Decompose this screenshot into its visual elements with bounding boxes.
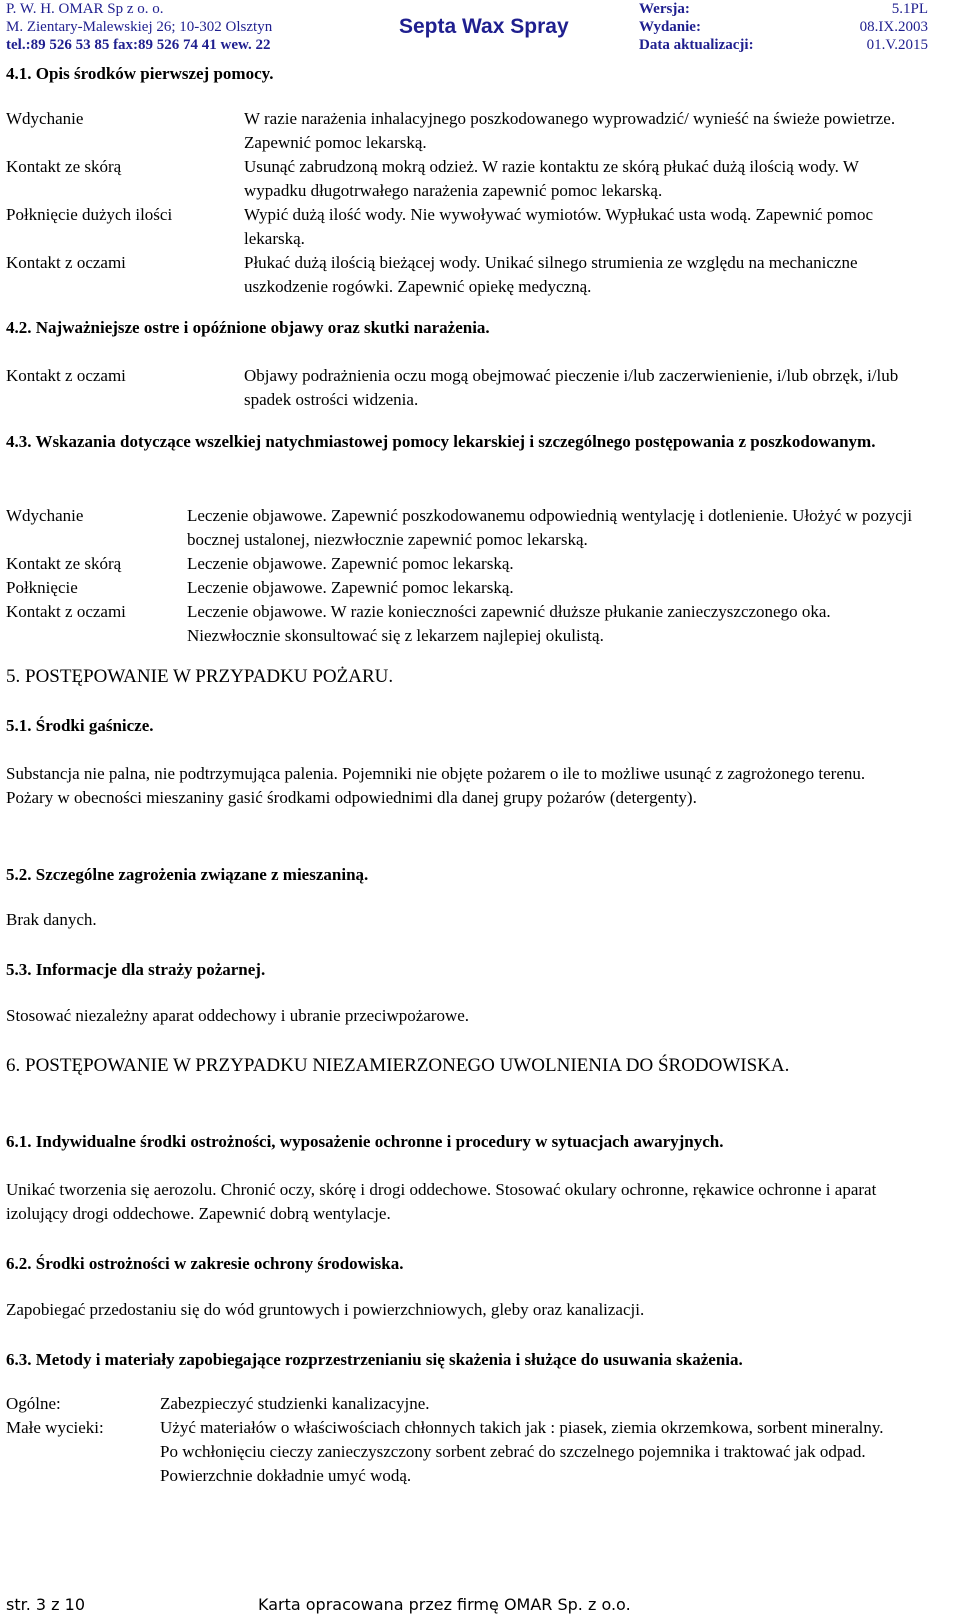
edition-label: Wydanie: (639, 19, 701, 35)
footer-note: Karta opracowana przez firmę OMAR Sp. z o.o. (258, 1595, 631, 1614)
section-5-3-text: Stosować niezależny aparat oddechowy i ubranie przeciwpożarowe. (6, 1006, 470, 1025)
row-label: Połknięcie (6, 578, 78, 597)
section-6-1-title: 6.1. Indywidualne środki ostrożności, wyposażenie ochronne i procedury w sytuacjach awaryjnych. (6, 1132, 724, 1151)
row-text: Leczenie objawowe. W razie konieczności zapewnić dłuższe płukanie zanieczyszczonego oka. Niezwłocznie skonsultować się z lekarzem najlepiej okulistą. (187, 602, 831, 645)
page-number: str. 3 z 10 (6, 1595, 85, 1614)
row-label: Wdychanie (6, 506, 84, 525)
section-5-2-title: 5.2. Szczególne zagrożenia związane z mieszaniną. (6, 865, 369, 884)
row-text: Leczenie objawowe. Zapewnić pomoc lekarską. (187, 554, 514, 573)
section-5-3-title: 5.3. Informacje dla straży pożarnej. (6, 960, 266, 979)
update-value: 01.V.2015 (866, 37, 928, 53)
company-phone: tel.:89 526 53 85 fax:89 526 74 41 wew. 22 (6, 37, 271, 53)
row-text: Objawy podrażnienia oczu mogą obejmować pieczenie i/lub zaczerwienienie, i/lub obrzęk, i/lub spadek ostrości widzenia. (244, 366, 899, 409)
row-label: Kontakt z oczami (6, 602, 126, 621)
row-text: Leczenie objawowe. Zapewnić poszkodowanemu odpowiednią wentylację i dotlenienie. Ułożyć w pozycji bocznej ustalonej, niezwłocznie zapewnić pomoc lekarską. (187, 506, 913, 549)
row-text: Użyć materiałów o właściwościach chłonnych takich jak : piasek, ziemia okrzemkowa, sorbent mineralny. Po wchłonięciu cieczy zanieczyszczony sorbent zebrać do szczelnego pojemnika i traktować jak odpad. Powierzchnie dokładnie umyć wodą. (160, 1418, 884, 1485)
section-5-1-title: 5.1. Środki gaśnicze. (6, 716, 154, 735)
section-6-title: 6. POSTĘPOWANIE W PRZYPADKU NIEZAMIERZONEGO UWOLNIENIA DO ŚRODOWISKA. (6, 1055, 790, 1076)
product-name: Septa Wax Spray (399, 15, 569, 38)
update-label: Data aktualizacji: (639, 37, 754, 53)
row-text: Zabezpieczyć studzienki kanalizacyjne. (160, 1394, 430, 1413)
row-label: Kontakt ze skórą (6, 554, 122, 573)
row-text: Usunąć zabrudzoną mokrą odzież. W razie kontaktu ze skórą płukać dużą ilością wody. W wypadku długotrwałego narażenia zapewnić pomoc lekarską. (244, 157, 859, 200)
row-label: Wdychanie (6, 109, 84, 128)
row-label: Kontakt z oczami (6, 253, 126, 272)
version-label: Wersja: (639, 1, 690, 17)
row-label: Połknięcie dużych ilości (6, 205, 173, 224)
section-5-2-text: Brak danych. (6, 910, 97, 929)
row-text: Płukać dużą ilością bieżącej wody. Unikać silnego strumienia ze względu na mechaniczne uszkodzenie rogówki. Zapewnić opiekę medyczną. (244, 253, 858, 296)
company-name: P. W. H. OMAR Sp z o. o. (6, 1, 164, 17)
row-label: Małe wycieki: (6, 1418, 104, 1437)
section-5-1-text: Substancja nie palna, nie podtrzymująca palenia. Pojemniki nie objęte pożarem o ile to możliwe usunąć z zagrożonego terenu. Pożary w obecności mieszaniny gasić środkami odpowiednimi dla danej grupy pożarów (detergenty). (6, 764, 866, 807)
row-text: Wypić dużą ilość wody. Nie wywoływać wymiotów. Wypłukać usta wodą. Zapewnić pomoc lekarską. (244, 205, 873, 248)
row-text: Leczenie objawowe. Zapewnić pomoc lekarską. (187, 578, 514, 597)
section-6-1-text: Unikać tworzenia się aerozolu. Chronić oczy, skórę i drogi oddechowe. Stosować okulary ochronne, rękawice ochronne i aparat izolujący drogi oddechowe. Zapewnić dobrą wentylacje. (6, 1180, 877, 1223)
section-4-2-title: 4.2. Najważniejsze ostre i opóźnione objawy oraz skutki narażenia. (6, 318, 490, 337)
row-text: W razie narażenia inhalacyjnego poszkodowanego wyprowadzić/ wynieść na świeże powietrze. Zapewnić pomoc lekarską. (244, 109, 896, 152)
section-5-title: 5. POSTĘPOWANIE W PRZYPADKU POŻARU. (6, 666, 394, 687)
section-6-2-title: 6.2. Środki ostrożności w zakresie ochrony środowiska. (6, 1254, 404, 1273)
version-value: 5.1PL (891, 1, 928, 17)
row-label: Kontakt z oczami (6, 366, 126, 385)
row-label: Ogólne: (6, 1394, 61, 1413)
section-4-1-title: 4.1. Opis środków pierwszej pomocy. (6, 64, 274, 83)
section-6-3-title: 6.3. Metody i materiały zapobiegające rozprzestrzenianiu się skażenia i służące do usuwania skażenia. (6, 1350, 743, 1369)
section-6-2-text: Zapobiegać przedostaniu się do wód gruntowych i powierzchniowych, gleby oraz kanalizacji. (6, 1300, 645, 1319)
edition-value: 08.IX.2003 (859, 19, 928, 35)
company-address: M. Zientary-Malewskiej 26; 10-302 Olsztyn (6, 19, 273, 35)
section-4-3-title: 4.3. Wskazania dotyczące wszelkiej natychmiastowej pomocy lekarskiej i szczególnego postępowania z poszkodowanym. (6, 432, 876, 451)
row-label: Kontakt ze skórą (6, 157, 122, 176)
